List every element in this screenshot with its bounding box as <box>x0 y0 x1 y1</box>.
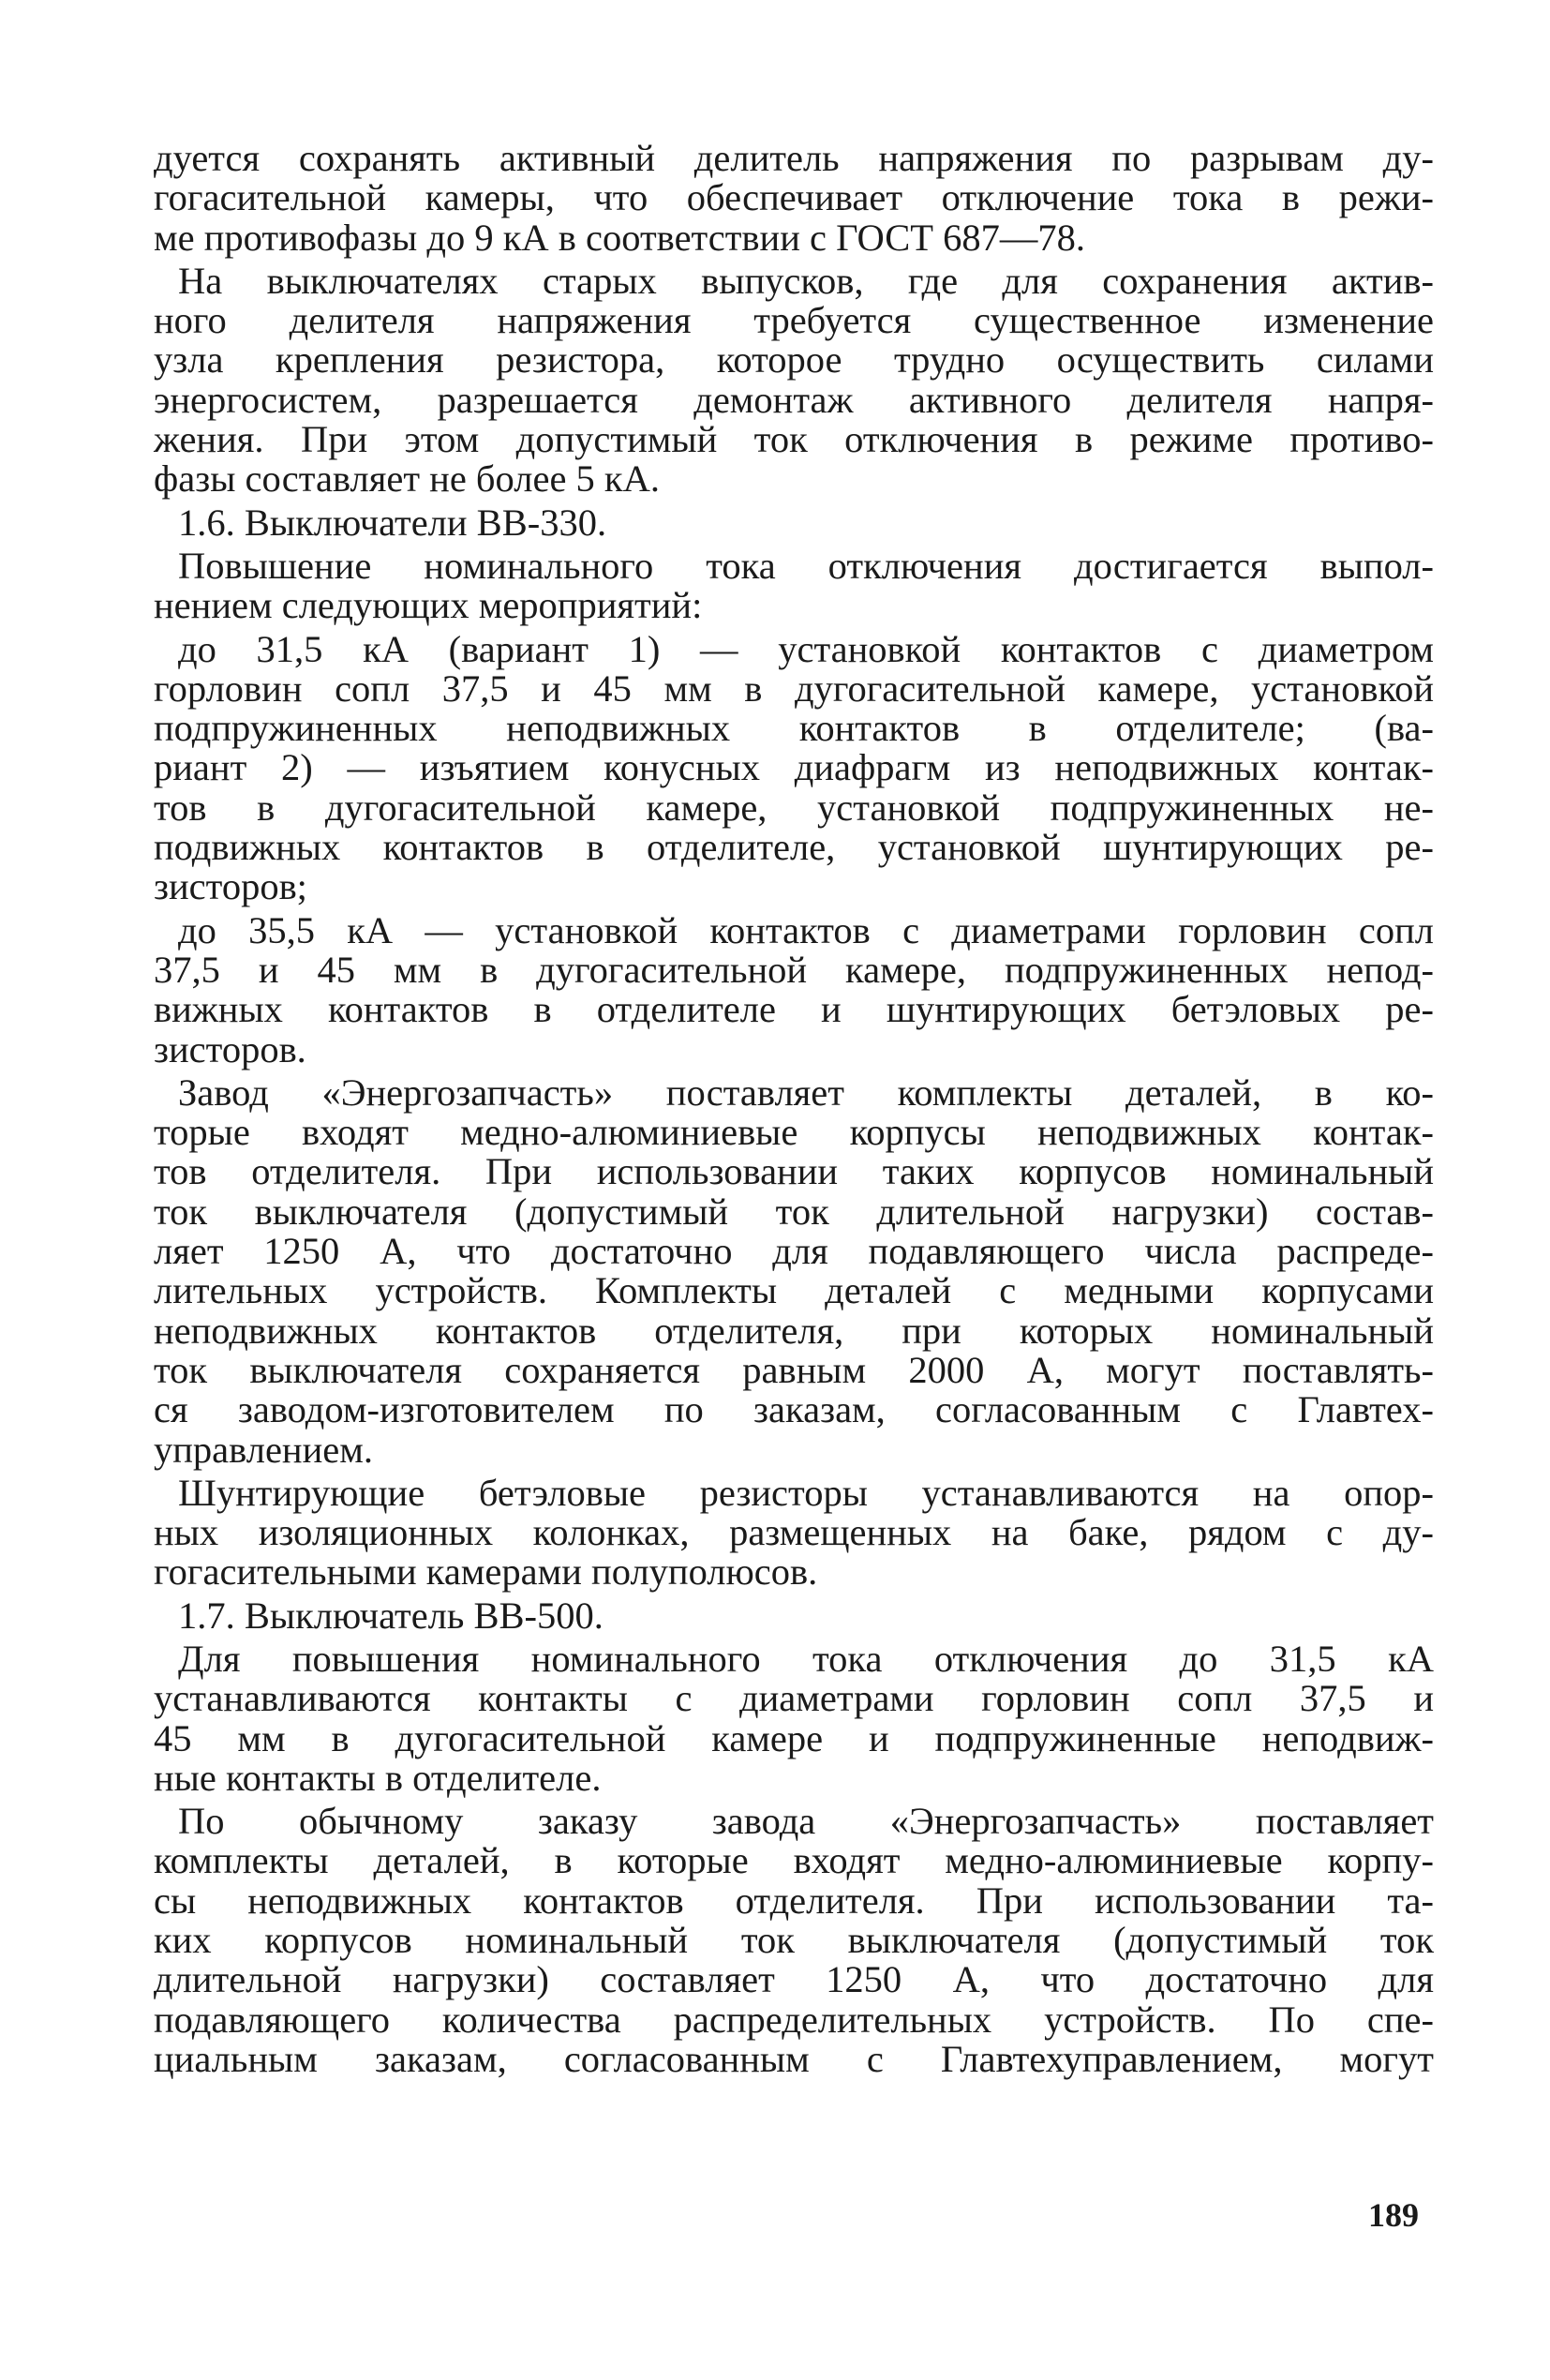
text-line: ных изоляционных колонках, размещенных на баке, рядом с ду- <box>154 1511 1434 1554</box>
text-line: комплекты деталей, в которые входят медно-алюминиевые корпу- <box>154 1839 1434 1882</box>
text-line: зисторов. <box>154 1027 306 1070</box>
section-heading-1-6 <box>154 503 1434 543</box>
text-line: торые входят медно-алюминиевые корпусы неподвижных контак- <box>154 1111 1434 1154</box>
text-line: узла крепления резистора, которое трудно осуществить силами <box>154 338 1434 382</box>
text-line: ного делителя напряжения требуется существенное изменение <box>154 299 1434 342</box>
text-line: подпружиненных неподвижных контактов в отделителе; (ва- <box>154 707 1434 750</box>
text-line: циальным заказам, согласованным с Главтехуправлением, могут <box>154 2037 1434 2080</box>
text-line: лительных устройств. Комплекты деталей с медными корпусами <box>154 1269 1434 1312</box>
text-line: сы неподвижных контактов отделителя. При использовании та- <box>154 1879 1434 1922</box>
text-line: горловин сопл 37,5 и 45 мм в дугогасительной камере, установкой <box>154 666 1434 710</box>
paragraph-8 <box>154 1471 1434 1594</box>
text-line: управлением. <box>154 1428 374 1471</box>
text-line: Шунтирующие бетэловые резисторы устанавливаются на опор- <box>178 1471 1434 1514</box>
text-line: ких корпусов номинальный ток выключателя (допустимый ток <box>154 1919 1434 1962</box>
text-line: гогасительными камерами полуполюсов. <box>154 1550 818 1594</box>
text-line: подавляющего количества распределительных устройств. По спе- <box>154 1998 1434 2041</box>
text-line: неподвижных контактов отделителя, при которых номинальный <box>154 1309 1434 1352</box>
text-line: длительной нагрузки) составляет 1250 А, что достаточно для <box>154 1958 1434 2001</box>
text-line: до 35,5 кА — установкой контактов с диаметрами горловин сопл <box>178 908 1434 951</box>
text-line: 37,5 и 45 мм в дугогасительной камере, подпружиненных непод- <box>154 948 1434 991</box>
text-line: подвижных контактов в отделителе, установкой шунтирующих ре- <box>154 826 1434 869</box>
paragraph-10 <box>154 1639 1434 1798</box>
text-line: жения. При этом допустимый ток отключения в режиме противо- <box>154 418 1434 461</box>
text-line: вижных контактов в отделителе и шунтирующих бетэловых ре- <box>154 988 1434 1031</box>
text-line: гогасительной камеры, что обеспечивает отключение тока в режи- <box>154 176 1434 219</box>
section-heading-1-7 <box>154 1596 1434 1636</box>
section-heading: 1.7. Выключатель ВВ-500. <box>178 1594 604 1637</box>
text-line: тов отделителя. При использовании таких корпусов номинальный <box>154 1150 1434 1193</box>
paragraph-7 <box>154 1070 1434 1471</box>
text-line: ся заводом-изготовителем по заказам, согласованным с Главтех- <box>154 1388 1434 1431</box>
text-line: энергосистем, разрешается демонтаж активного делителя напря- <box>154 378 1434 421</box>
text-line: 45 мм в дугогасительной камере и подпружиненные неподвиж- <box>154 1716 1434 1759</box>
text-line: ток выключателя сохраняется равным 2000 А, могут поставлять- <box>154 1348 1434 1391</box>
page-number: 189 <box>1368 2196 1419 2234</box>
paragraph-11 <box>154 1802 1434 2079</box>
text-line: фазы составляет не более 5 кА. <box>154 457 660 501</box>
text-line: зисторов; <box>154 865 307 908</box>
text-line: дуется сохранять активный делитель напряжения по разрывам ду- <box>154 137 1434 179</box>
text-line: Повышение номинального тока отключения достигается выпол- <box>178 544 1434 587</box>
text-line: Завод «Энергозапчасть» поставляет комплекты деталей, в ко- <box>178 1070 1434 1114</box>
text-line: Для повышения номинального тока отключения до 31,5 кА <box>178 1637 1434 1680</box>
paragraph-1 <box>154 139 1434 258</box>
text-line: риант 2) — изъятием конусных диафрагм из неподвижных контак- <box>154 746 1434 789</box>
text-line: На выключателях старых выпусков, где для сохранения актив- <box>178 259 1434 302</box>
text-line: до 31,5 кА (вариант 1) — установкой контактов с диаметром <box>178 627 1434 670</box>
text-line: ме противофазы до 9 кА в соответствии с ГОСТ 687—78. <box>154 216 1086 259</box>
paragraph-6 <box>154 908 1434 1070</box>
paragraph-5 <box>154 627 1434 908</box>
paragraph-2 <box>154 259 1434 501</box>
text-line: тов в дугогасительной камере, установкой подпружиненных не- <box>154 786 1434 829</box>
paragraph-4 <box>154 546 1434 626</box>
text-line: ток выключателя (допустимый ток длительной нагрузки) состав- <box>154 1190 1434 1233</box>
text-line: По обычному заказу завода «Энергозапчасть» поставляет <box>178 1800 1434 1843</box>
page-body <box>154 139 1434 2083</box>
text-line: ляет 1250 А, что достаточно для подавляющего числа распреде- <box>154 1230 1434 1273</box>
text-line: нением следующих мероприятий: <box>154 584 703 627</box>
text-line: ные контакты в отделителе. <box>154 1756 602 1799</box>
text-line: устанавливаются контакты с диаметрами горловин сопл 37,5 и <box>154 1677 1434 1720</box>
section-heading: 1.6. Выключатели ВВ-330. <box>178 501 607 544</box>
